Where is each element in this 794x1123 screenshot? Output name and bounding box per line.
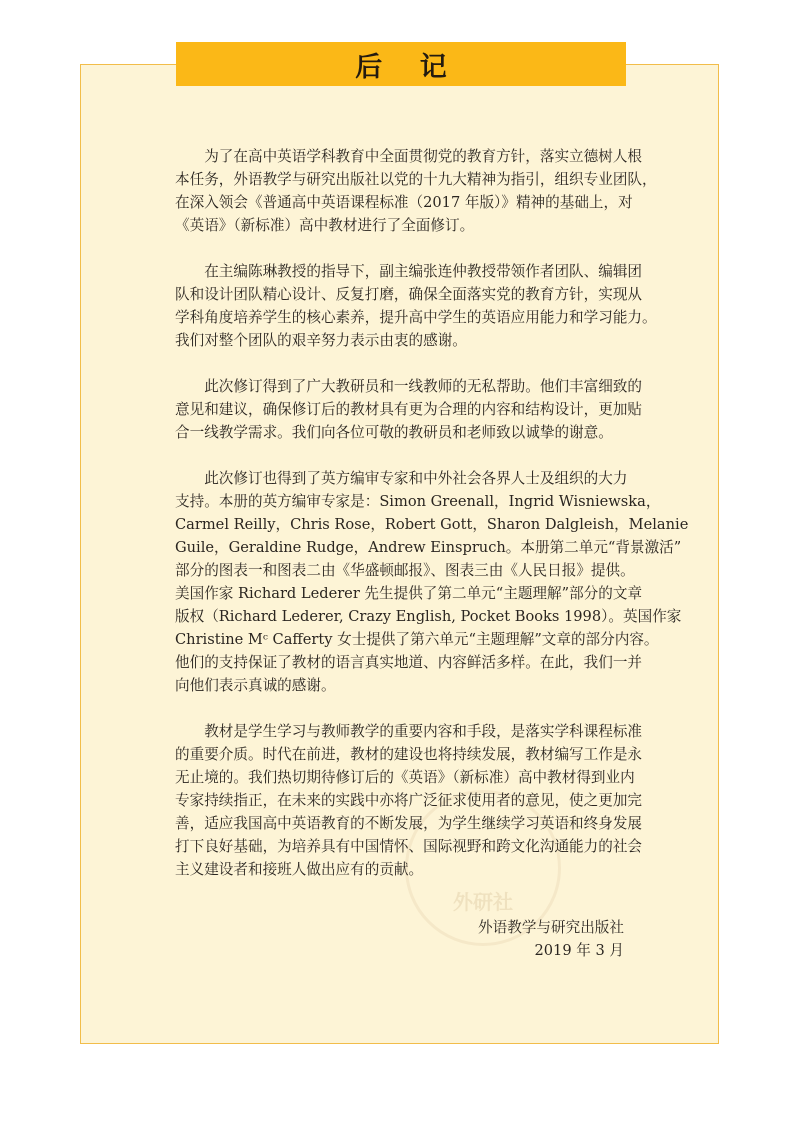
text-line: 为了在高中英语学科教育中全面贯彻党的教育方针，落实立德树人根: [175, 148, 643, 165]
text-line: 的重要介质。时代在前进，教材的建设也将持续发展，教材编写工作是永: [175, 746, 643, 763]
text-line: 在主编陈琳教授的指导下，副主编张连仲教授带领作者团队、编辑团: [175, 263, 643, 280]
text-line: 版权（Richard Lederer, Crazy English, Pocket Books 1998）。英国作家: [175, 608, 682, 625]
text-line: 学科角度培养学生的核心素养，提升高中学生的英语应用能力和学习能力。: [175, 309, 657, 326]
signature-date: 2019 年 3 月: [534, 942, 624, 959]
text-line: 教材是学生学习与教师教学的重要内容和手段，是落实学科课程标准: [175, 723, 643, 740]
text-line: 在深入领会《普通高中英语课程标准（2017 年版）》精神的基础上，对: [175, 194, 633, 211]
text-line: 他们的支持保证了教材的语言真实地道、内容鲜活多样。在此，我们一并: [175, 654, 643, 671]
paragraph: [175, 375, 643, 444]
text-line: 合一线教学需求。我们向各位可敬的教研员和老师致以诚挚的谢意。: [175, 424, 613, 441]
text-line: 美国作家 Richard Lederer 先生提供了第二单元“主题理解”部分的文章: [175, 585, 643, 602]
seal-text: 外研社: [453, 890, 513, 914]
signature: [478, 916, 624, 962]
paragraph: [175, 720, 643, 881]
text-line: 支持。本册的英方编审专家是：Simon Greenall，Ingrid Wisniewska，: [175, 493, 661, 510]
text-line: 此次修订也得到了英方编审专家和中外社会各界人士及组织的大力: [175, 470, 628, 487]
text-line: 打下良好基础，为培养具有中国情怀、国际视野和跨文化沟通能力的社会: [175, 838, 643, 855]
paragraph: [175, 260, 657, 352]
text-line: 意见和建议，确保修订后的教材具有更为合理的内容和结构设计，更加贴: [175, 401, 643, 418]
text-line: 主义建设者和接班人做出应有的贡献。: [175, 861, 424, 878]
text-line: 专家持续指正，在未来的实践中亦将广泛征求使用者的意见，使之更加完: [175, 792, 643, 809]
text-line: 《英语》（新标准）高中教材进行了全面修订。: [175, 217, 475, 234]
text-line: 部分的图表一和图表二由《华盛顿邮报》、图表三由《人民日报》提供。: [175, 562, 635, 579]
text-line: 队和设计团队精心设计、反复打磨，确保全面落实党的教育方针，实现从: [175, 286, 643, 303]
page-title: 后 记: [355, 51, 461, 83]
text-line: 向他们表示真诚的感谢。: [175, 677, 336, 694]
text-line: Guile，Geraldine Rudge，Andrew Einspruch。本册第二单元“背景激活”: [175, 539, 682, 556]
title-bar: [176, 42, 626, 86]
text-line: 此次修订得到了广大教研员和一线教师的无私帮助。他们丰富细致的: [175, 378, 643, 395]
paragraph: [175, 145, 657, 237]
text-line: 我们对整个团队的艰辛努力表示由衷的感谢。: [175, 332, 467, 349]
text-line: 本任务，外语教学与研究出版社以党的十九大精神为指引，组织专业团队，: [175, 171, 657, 188]
text-line: 无止境的。我们热切期待修订后的《英语》（新标准）高中教材得到业内: [175, 769, 635, 786]
text-line: Carmel Reilly，Chris Rose，Robert Gott，Sharon Dalgleish，Melanie: [175, 516, 689, 533]
signature-publisher: 外语教学与研究出版社: [478, 919, 624, 936]
text-line: 善，适应我国高中英语教育的不断发展，为学生继续学习英语和终身发展: [175, 815, 643, 832]
paragraph: [175, 467, 689, 697]
afterword-body: [175, 145, 689, 904]
text-line: Christine Mᶜ Cafferty 女士提供了第六单元“主题理解”文章的部分内容。: [175, 631, 659, 648]
